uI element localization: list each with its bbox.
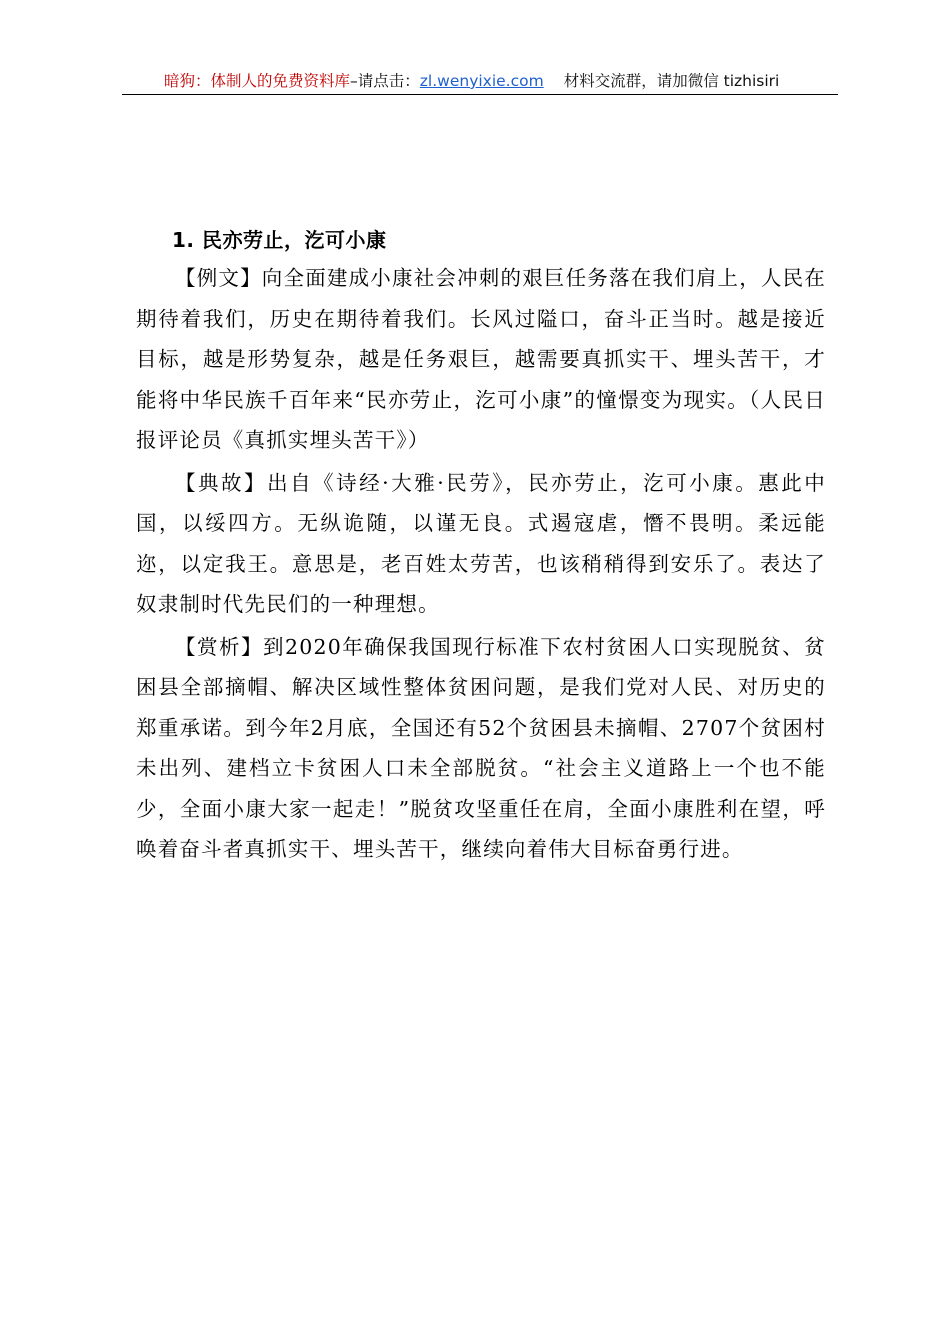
header-brand: 暗狗：体制人的免费资料库 [164,72,351,90]
example-paragraph: 【例文】向全面建成小康社会冲刺的艰巨任务落在我们肩上，人民在期待着我们，历史在期待着我们。长风过隘口，奋斗正当时。越是接近目标，越是形势复杂，越是任务艰巨，越需要真抓实干、埋头苦干，才能将中华民族千百年来“民亦劳止，汔可小康”的憧憬变为现实。（人民日报评论员《真抓实埋头苦干》） [136,266,826,452]
appreciation-paragraph: 【赏析】到2020年确保我国现行标准下农村贫困人口实现脱贫、贫困县全部摘帽、解决区域性整体贫困问题，是我们党对人民、对历史的郑重承诺。到今年2月底，全国还有52个贫困县未摘帽、2707个贫困村未出列、建档立卡贫困人口未全部脱贫。“社会主义道路上一个也不能少，全面小康大家一起走！”脱贫攻坚重任在肩，全面小康胜利在望，呼唤着奋斗者真抓实干、埋头苦干，继续向着伟大目标奋勇行进。 [136,634,826,861]
page-header [122,68,838,95]
header-link[interactable]: zl.wenyixie.com [419,72,544,90]
allusion-paragraph: 【典故】出自《诗经·大雅·民劳》，民亦劳止，汔可小康。惠此中国，以绥四方。无纵诡随，以谨无良。式遏寇虐，憯不畏明。柔远能迩，以定我王。意思是，老百姓太劳苦，也该稍稍得到安乐了。表达了奴隶制时代先民们的一种理想。 [136,470,826,616]
header-click-prompt: –请点击： [350,72,420,90]
header-contact: 材料交流群，请加微信 tizhisiri [563,72,780,90]
header-line [164,70,779,92]
section-title: 1. 民亦劳止，汔可小康 [172,228,387,252]
document-body [136,222,826,870]
